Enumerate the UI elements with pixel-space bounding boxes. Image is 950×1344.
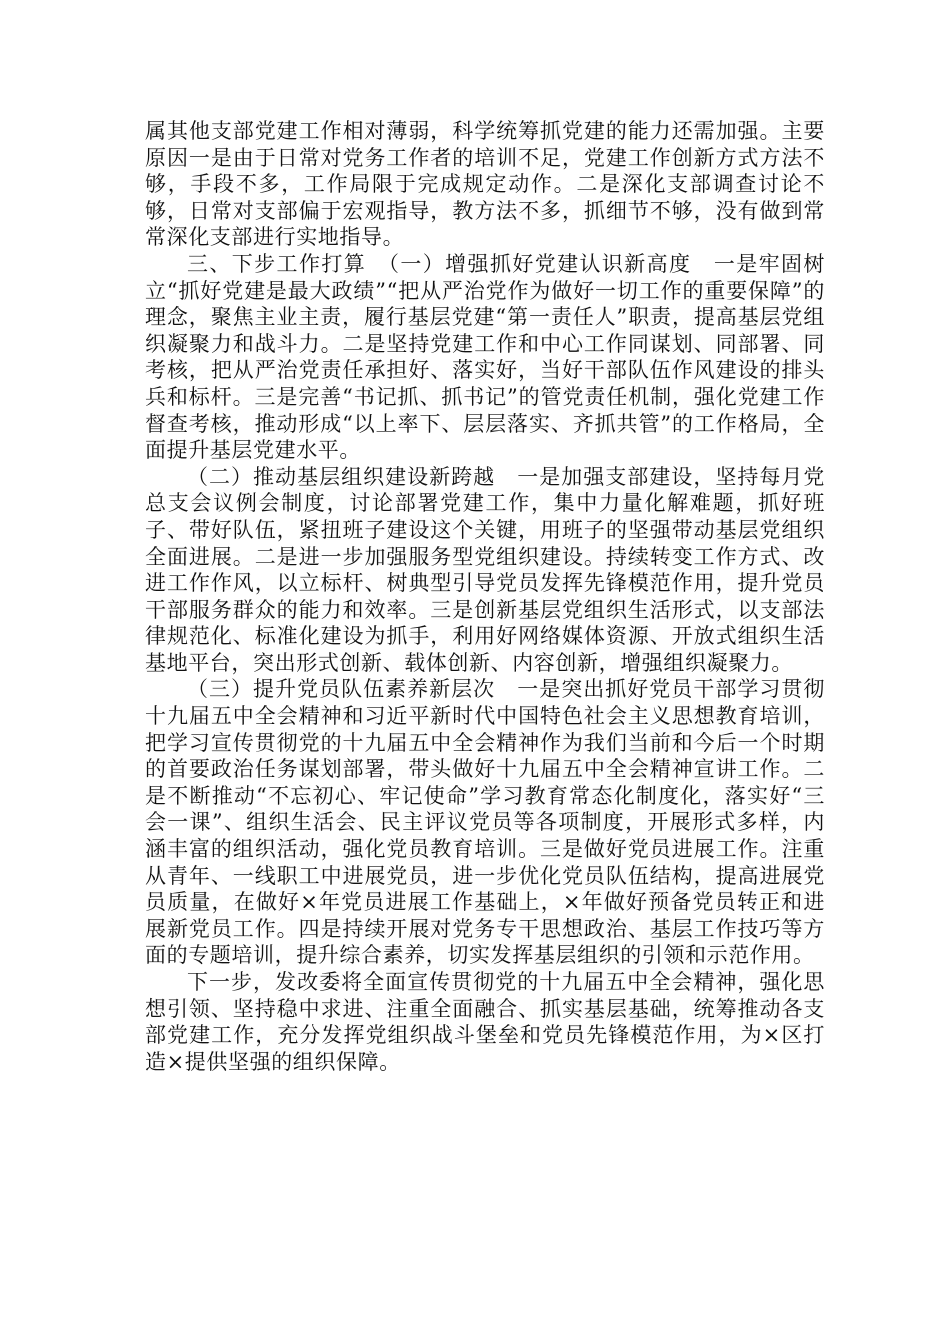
document-body — [145, 118, 825, 1075]
paragraph-conclusion: 下一步，发改委将全面宣传贯彻党的十九届五中全会精神，强化思想引领、坚持稳中求进、注重全面融合、抓实基层基础，统筹推动各支部党建工作，充分发挥党组织战斗堡垒和党员先锋模范作用，为×区打造×提供坚强的组织保障。 — [145, 970, 825, 1074]
paragraph-continuation: 属其他支部党建工作相对薄弱，科学统筹抓党建的能力还需加强。主要原因一是由于日常对党务工作者的培训不足，党建工作创新方式方法不够，手段不多，工作局限于完成规定动作。二是深化支部调查讨论不够，日常对支部偏于宏观指导，教方法不多，抓细节不够，没有做到常常深化支部进行实地指导。 — [145, 119, 825, 250]
paragraph-next-steps-part-1: 三、下步工作打算 （一）增强抓好党建认识新高度 一是牢固树立“抓好党建是最大政绩”“把从严治党作为做好一切工作的重要保障”的理念，聚焦主业主责，履行基层党建“第一责任人”职责，提高基层党组织凝聚力和战斗力。二是坚持党建工作和中心工作同谋划、同部署、同考核，把从严治党责任承担好、落实好，当好干部队伍作风建设的排头兵和标杆。三是完善“书记抓、抓书记”的管党责任机制，强化党建工作督查考核，推动形成“以上率下、层层落实、齐抓共管”的工作格局，全面提升基层党建水平。 — [145, 251, 825, 463]
paragraph-next-steps-part-3: （三）提升党员队伍素养新层次 一是突出抓好党员干部学习贯彻十九届五中全会精神和习近平新时代中国特色社会主义思想教育培训，把学习宣传贯彻党的十九届五中全会精神作为我们当前和今后一个时期的首要政治任务谋划部署，带头做好十九届五中全会精神宣讲工作。二是不断推动“不忘初心、牢记使命”学习教育常态化制度化，落实好“三会一课”、组织生活会、民主评议党员等各项制度，开展形式多样，内涵丰富的组织活动，强化党员教育培训。三是做好党员进展工作。注重从青年、一线职工中进展党员，进一步优化党员队伍结构，提高进展党员质量，在做好×年党员进展工作基础上，×年做好预备党员转正和进展新党员工作。四是持续开展对党务专干思想政治、基层工作技巧等方面的专题培训，提升综合素养，切实发挥基层组织的引领和示范作用。 — [145, 677, 825, 968]
paragraph-next-steps-part-2: （二）推动基层组织建设新跨越 一是加强支部建设，坚持每月党总支会议例会制度，讨论部署党建工作，集中力量化解难题，抓好班子、带好队伍，紧扭班子建设这个关键，用班子的坚强带动基层党组织全面进展。二是进一步加强服务型党组织建设。持续转变工作方式、改进工作作风，以立标杆、树典型引导党员发挥先锋模范作用，提升党员干部服务群众的能力和效率。三是创新基层党组织生活形式，以支部法律规范化、标准化建设为抓手，利用好网络媒体资源、开放式组织生活基地平台，突出形式创新、载体创新、内容创新，增强组织凝聚力。 — [145, 464, 825, 675]
